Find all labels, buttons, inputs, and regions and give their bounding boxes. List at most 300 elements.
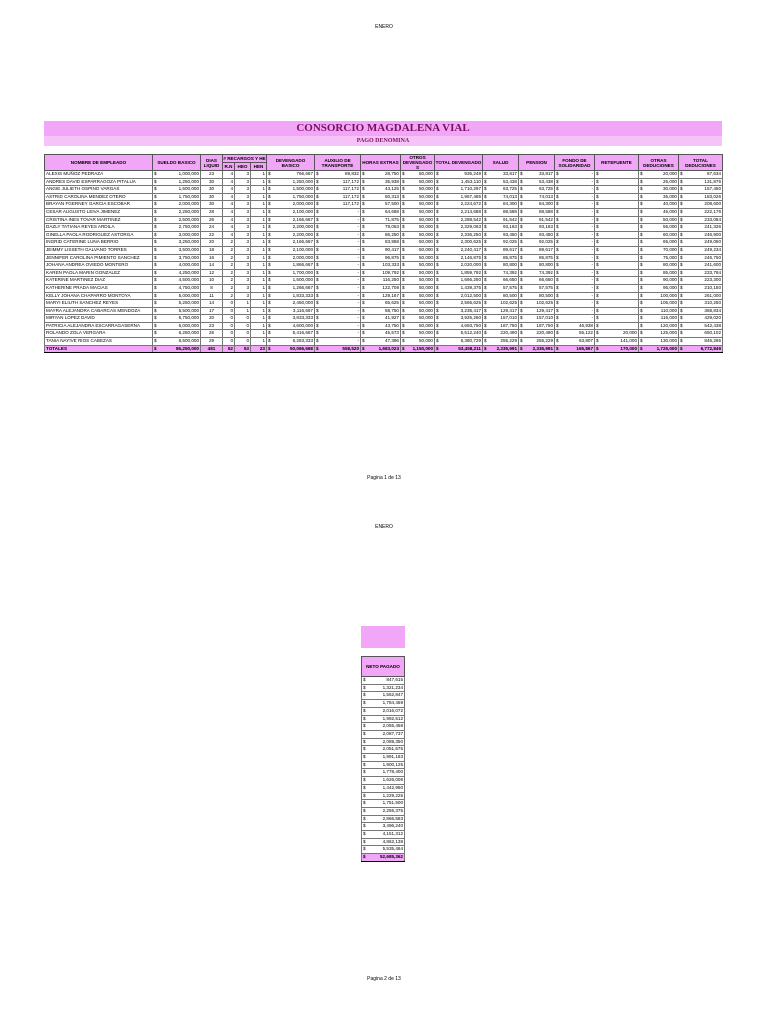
table-cell — [315, 254, 361, 262]
cell-value: 110,000 — [660, 307, 677, 313]
table-cell — [679, 277, 723, 285]
cell-value: TOTALES — [46, 345, 68, 351]
table-cell — [361, 224, 401, 232]
cell-value: 80,500 — [538, 292, 553, 298]
cell-value: 89,617 — [538, 246, 553, 252]
currency-symbol: $ — [268, 307, 271, 313]
cell-value: - — [357, 338, 359, 344]
neto-row — [362, 754, 405, 762]
currency-symbol: $ — [640, 345, 643, 351]
currency-symbol: $ — [154, 171, 157, 176]
table-cell — [201, 171, 223, 179]
table-cell — [519, 277, 555, 285]
table-cell — [251, 269, 267, 277]
table-cell — [201, 239, 223, 247]
cell-value: 481 — [207, 345, 216, 351]
table-cell — [267, 277, 315, 285]
table-cell — [639, 284, 679, 292]
currency-symbol: $ — [596, 239, 599, 245]
table-cell — [679, 262, 723, 270]
table-cell — [223, 262, 235, 270]
currency-symbol: $ — [484, 246, 487, 252]
cell-value: 117,172 — [342, 201, 359, 207]
currency-symbol: $ — [556, 178, 559, 184]
currency-symbol: $ — [316, 345, 319, 351]
employee-name — [45, 201, 153, 209]
table-cell — [201, 322, 223, 330]
cell-value: 45,573 — [384, 330, 399, 336]
table-cell — [483, 178, 519, 186]
table-cell — [361, 246, 401, 254]
currency-symbol: $ — [596, 300, 599, 306]
cell-value: 20 — [208, 315, 215, 321]
cell-value: 3,116,667 — [292, 307, 313, 313]
neto-cell — [362, 838, 405, 846]
cell-value: 4 — [230, 201, 233, 207]
neto-row — [362, 838, 405, 846]
cell-value: 1,266,667 — [292, 284, 313, 290]
currency-symbol: $ — [316, 269, 319, 275]
cell-value: 50,000 — [418, 284, 433, 290]
table-cell — [519, 262, 555, 270]
cell-value: 50,000 — [418, 231, 433, 237]
table-cell — [267, 254, 315, 262]
cell-value: - — [591, 300, 593, 306]
currency-symbol: $ — [363, 831, 366, 837]
currency-symbol: $ — [520, 171, 523, 176]
cell-value: 241,600 — [704, 262, 721, 268]
currency-symbol: $ — [484, 178, 487, 184]
table-cell — [267, 216, 315, 224]
currency-symbol: $ — [484, 231, 487, 237]
cell-value: 26 — [208, 216, 215, 222]
table-row — [45, 330, 723, 338]
table-cell — [555, 254, 595, 262]
currency-symbol: $ — [316, 171, 319, 176]
table-cell — [315, 239, 361, 247]
cell-value: 122,708 — [382, 284, 399, 290]
table-cell — [315, 284, 361, 292]
table-cell — [435, 277, 483, 285]
col-retefuente: RETEFUENTE — [595, 155, 639, 171]
table-cell — [267, 208, 315, 216]
cell-value: 1,500,000 — [178, 186, 199, 192]
cell-value: DAZLY TATIANA REYES ARDILA — [46, 224, 115, 230]
table-cell — [555, 307, 595, 315]
currency-symbol: $ — [484, 338, 487, 344]
table-cell — [235, 178, 251, 186]
table-cell — [639, 300, 679, 308]
table-cell — [595, 178, 639, 186]
neto-cell — [362, 815, 405, 823]
table-cell — [315, 300, 361, 308]
table-cell — [595, 208, 639, 216]
cell-value: 255,229 — [500, 338, 517, 344]
cell-value: 6,772,849 — [700, 345, 721, 351]
table-cell — [483, 262, 519, 270]
neto-cell — [362, 715, 405, 723]
table-cell — [435, 254, 483, 262]
table-cell — [361, 208, 401, 216]
currency-symbol: $ — [556, 208, 559, 214]
cell-value: 8 — [210, 284, 213, 290]
table-cell — [361, 201, 401, 209]
cell-value: 18 — [208, 246, 215, 252]
currency-symbol: $ — [154, 338, 157, 344]
table-cell — [483, 239, 519, 247]
currency-symbol: $ — [363, 707, 366, 713]
currency-symbol: $ — [484, 269, 487, 275]
table-cell — [235, 277, 251, 285]
cell-value: 23 — [208, 171, 215, 176]
table-cell — [555, 231, 595, 239]
cell-value: 53 — [243, 345, 249, 351]
cell-value: 2,200,000 — [292, 231, 313, 237]
table-cell — [639, 201, 679, 209]
neto-row — [362, 823, 405, 831]
neto-cell — [362, 684, 405, 692]
table-cell — [595, 307, 639, 315]
table-cell — [679, 201, 723, 209]
cell-value: JENNIFER CAROLINA PIMIENTO SANCHEZ — [46, 254, 140, 260]
neto-cell — [362, 738, 405, 746]
currency-symbol: $ — [640, 322, 643, 328]
currency-symbol: $ — [268, 338, 271, 344]
cell-value: 2,565,625 — [460, 300, 481, 306]
cell-value: 89,832 — [344, 171, 359, 176]
table-cell — [555, 224, 595, 232]
cell-value: 52,685,362 — [380, 854, 403, 860]
table-cell — [251, 201, 267, 209]
cell-value: - — [357, 269, 359, 275]
table-cell — [315, 208, 361, 216]
currency-symbol: $ — [556, 231, 559, 237]
table-cell — [267, 193, 315, 201]
currency-symbol: $ — [556, 345, 559, 351]
cell-value: 1,439,375 — [460, 284, 481, 290]
cell-value: 41,927 — [384, 315, 399, 321]
cell-value: - — [357, 330, 359, 336]
currency-symbol: $ — [436, 322, 439, 328]
currency-symbol: $ — [316, 246, 319, 252]
cell-value: 4 — [230, 224, 233, 230]
cell-value: 183,026 — [704, 193, 721, 199]
table-cell — [201, 254, 223, 262]
cell-value: 129,417 — [500, 307, 517, 313]
table-cell — [315, 231, 361, 239]
table-row — [45, 186, 723, 194]
table-cell — [519, 330, 555, 338]
table-cell — [679, 208, 723, 216]
cell-value: 233,784 — [704, 269, 721, 275]
table-cell — [679, 300, 723, 308]
table-cell — [315, 338, 361, 346]
cell-value: 847,615 — [386, 677, 403, 682]
table-cell — [223, 186, 235, 194]
table-cell — [153, 269, 201, 277]
table-cell — [401, 239, 435, 247]
table-cell — [267, 315, 315, 323]
cell-value: MIRYAN LOPEZ DAVID — [46, 315, 95, 321]
table-cell — [639, 178, 679, 186]
table-cell — [201, 269, 223, 277]
currency-symbol: $ — [556, 330, 559, 336]
cell-value: 223,300 — [704, 277, 721, 283]
cell-value: 4,693,750 — [460, 322, 481, 328]
neto-row — [362, 730, 405, 738]
cell-value: 3 — [246, 239, 249, 245]
currency-symbol: $ — [520, 186, 523, 192]
table-cell — [639, 208, 679, 216]
table-cell — [267, 292, 315, 300]
cell-value: 2,329,063 — [460, 224, 481, 230]
table-cell — [555, 201, 595, 209]
cell-value: - — [591, 216, 593, 222]
cell-value: 3 — [246, 269, 249, 275]
table-cell — [315, 292, 361, 300]
currency-symbol: $ — [362, 178, 365, 184]
currency-symbol: $ — [362, 231, 365, 237]
cell-value: 1,150,000 — [412, 345, 433, 351]
cell-value: 83,958 — [384, 239, 399, 245]
cell-value: 249,050 — [704, 239, 721, 245]
cell-value: - — [591, 201, 593, 207]
currency-symbol: $ — [556, 307, 559, 313]
neto-cell — [362, 792, 405, 800]
employee-name — [45, 338, 153, 346]
cell-value: - — [357, 322, 359, 328]
cell-value: 4 — [230, 208, 233, 214]
cell-value: 2,240,417 — [460, 246, 481, 252]
company-title: CONSORCIO MAGDALENA VIAL — [44, 121, 722, 136]
cell-value: 1 — [262, 178, 265, 184]
table-cell — [235, 239, 251, 247]
cell-value: 28,750 — [384, 171, 399, 176]
employee-name — [45, 239, 153, 247]
table-cell — [315, 171, 361, 179]
table-cell — [639, 224, 679, 232]
table-cell — [435, 171, 483, 179]
currency-symbol: $ — [402, 254, 405, 260]
currency-symbol: $ — [680, 315, 683, 321]
table-cell — [153, 338, 201, 346]
table-cell — [401, 307, 435, 315]
cell-value: 1 — [262, 315, 265, 321]
table-cell — [679, 193, 723, 201]
table-row — [45, 307, 723, 315]
neto-cell — [362, 707, 405, 715]
col-heo: HEO — [235, 163, 251, 171]
col-horas-extras: HORAS EXTRAS — [361, 155, 401, 171]
neto-row — [362, 707, 405, 715]
table-cell — [251, 208, 267, 216]
table-cell — [519, 269, 555, 277]
table-cell — [435, 292, 483, 300]
cell-value: 6,250,000 — [178, 330, 199, 336]
neto-row — [362, 846, 405, 854]
neto-cell — [362, 777, 405, 785]
cell-value: 85,875 — [538, 254, 553, 260]
currency-symbol: $ — [402, 300, 405, 306]
cell-value: - — [357, 216, 359, 222]
cell-value: 1,866,667 — [292, 262, 313, 268]
table-cell — [315, 345, 361, 353]
currency-symbol: $ — [268, 208, 271, 214]
cell-value: 20,000 — [662, 171, 677, 176]
currency-symbol: $ — [520, 292, 523, 298]
cell-value: 117,172 — [342, 186, 359, 192]
table-cell — [483, 216, 519, 224]
currency-symbol: $ — [402, 269, 405, 275]
neto-row — [362, 715, 405, 723]
currency-symbol: $ — [680, 178, 683, 184]
currency-symbol: $ — [363, 684, 366, 690]
table-cell — [201, 345, 223, 353]
table-cell — [153, 246, 201, 254]
cell-value: 208,600 — [704, 201, 721, 207]
col-otras-deduciones: OTRAS DEDUCIONES — [639, 155, 679, 171]
cell-value: 53,458,211 — [458, 345, 481, 351]
cell-value: 3 — [246, 171, 249, 176]
cell-value: 93,450 — [538, 231, 553, 237]
currency-symbol: $ — [362, 186, 365, 192]
cell-value: 26 — [208, 330, 215, 336]
table-cell — [153, 186, 201, 194]
cell-value: 170,000 — [620, 345, 637, 351]
currency-symbol: $ — [436, 345, 439, 351]
currency-symbol: $ — [484, 307, 487, 313]
cell-value: CRISTINA INES TOVAR MARTINEZ — [46, 216, 121, 222]
cell-value: 2,750,000 — [178, 224, 199, 230]
cell-value: - — [591, 171, 593, 176]
currency-symbol: $ — [520, 300, 523, 306]
cell-value: 1 — [262, 216, 265, 222]
table-cell — [595, 246, 639, 254]
currency-symbol: $ — [362, 269, 365, 275]
cell-value: 74,392 — [502, 269, 517, 275]
currency-symbol: $ — [402, 284, 405, 290]
table-cell — [519, 292, 555, 300]
table-cell — [315, 307, 361, 315]
currency-symbol: $ — [316, 239, 319, 245]
currency-symbol: $ — [484, 292, 487, 298]
page-footer: Pagina 2 de 13 — [367, 976, 401, 982]
table-row — [45, 277, 723, 285]
table-cell — [519, 315, 555, 323]
cell-value: 86,250,000 — [176, 345, 199, 351]
currency-symbol: $ — [316, 231, 319, 237]
col-rn: R.N — [223, 163, 235, 171]
currency-symbol: $ — [316, 254, 319, 260]
neto-row — [362, 784, 405, 792]
table-cell — [361, 193, 401, 201]
currency-symbol: $ — [363, 854, 366, 860]
currency-symbol: $ — [596, 254, 599, 260]
cell-value: 1 — [262, 231, 265, 237]
cell-value: 87,634 — [706, 171, 721, 176]
currency-symbol: $ — [402, 193, 405, 199]
currency-symbol: $ — [402, 239, 405, 245]
neto-row — [362, 769, 405, 777]
col-nombre: NOMBRE DE EMPLEADO — [45, 155, 153, 171]
cell-value: 84,300 — [538, 201, 553, 207]
cell-value: 3,496,240 — [382, 823, 403, 829]
cell-value: 157,010 — [536, 315, 553, 321]
cell-value: 4,250,000 — [178, 269, 199, 275]
cell-value: 2 — [230, 284, 233, 290]
cell-value: 1,683,023 — [378, 345, 399, 351]
cell-value: 57,500 — [384, 201, 399, 207]
currency-symbol: $ — [268, 178, 271, 184]
currency-symbol: $ — [556, 277, 559, 283]
table-cell — [201, 193, 223, 201]
currency-symbol: $ — [363, 846, 366, 852]
currency-symbol: $ — [596, 208, 599, 214]
cell-value: 95,000 — [662, 284, 677, 290]
cell-value: 5,535,464 — [382, 846, 403, 852]
table-cell — [435, 338, 483, 346]
table-cell — [223, 231, 235, 239]
currency-symbol: $ — [680, 193, 683, 199]
currency-symbol: $ — [362, 216, 365, 222]
cell-value: 50,000 — [418, 300, 433, 306]
table-cell — [267, 345, 315, 353]
cell-value: 1 — [262, 277, 265, 283]
cell-value: 50,000 — [418, 178, 433, 184]
table-cell — [595, 201, 639, 209]
cell-value: 2,100,000 — [292, 246, 313, 252]
currency-symbol: $ — [640, 231, 643, 237]
currency-symbol: $ — [520, 246, 523, 252]
page-footer: Pagina 1 de 13 — [367, 475, 401, 481]
cell-value: 3 — [246, 224, 249, 230]
employee-name — [45, 224, 153, 232]
table-cell — [555, 171, 595, 179]
neto-row — [362, 723, 405, 731]
currency-symbol: $ — [402, 262, 405, 268]
currency-symbol: $ — [436, 231, 439, 237]
currency-symbol: $ — [596, 284, 599, 290]
cell-value: 2,089,350 — [382, 738, 403, 744]
currency-symbol: $ — [680, 201, 683, 207]
table-cell — [679, 239, 723, 247]
currency-symbol: $ — [363, 700, 366, 706]
cell-value: 5,512,240 — [460, 330, 481, 336]
neto-row — [362, 831, 405, 839]
table-cell — [639, 292, 679, 300]
cell-value: 1 — [262, 322, 265, 328]
cell-value: 2,866,583 — [382, 815, 403, 821]
table-row — [45, 269, 723, 277]
table-cell — [401, 345, 435, 353]
currency-symbol: $ — [596, 269, 599, 275]
cell-value: 1,833,333 — [292, 292, 313, 298]
table-cell — [251, 300, 267, 308]
cell-value: 187,750 — [536, 322, 553, 328]
cell-value: 43,125 — [384, 186, 399, 192]
table-cell — [251, 186, 267, 194]
currency-symbol: $ — [484, 284, 487, 290]
neto-cell — [362, 800, 405, 808]
currency-symbol: $ — [362, 171, 365, 176]
table-cell — [153, 216, 201, 224]
cell-value: 55,122 — [578, 330, 593, 336]
currency-symbol: $ — [640, 239, 643, 245]
cell-value: 3,833,333 — [292, 315, 313, 321]
currency-symbol: $ — [640, 208, 643, 214]
cell-value: - — [591, 224, 593, 230]
table-cell — [639, 330, 679, 338]
